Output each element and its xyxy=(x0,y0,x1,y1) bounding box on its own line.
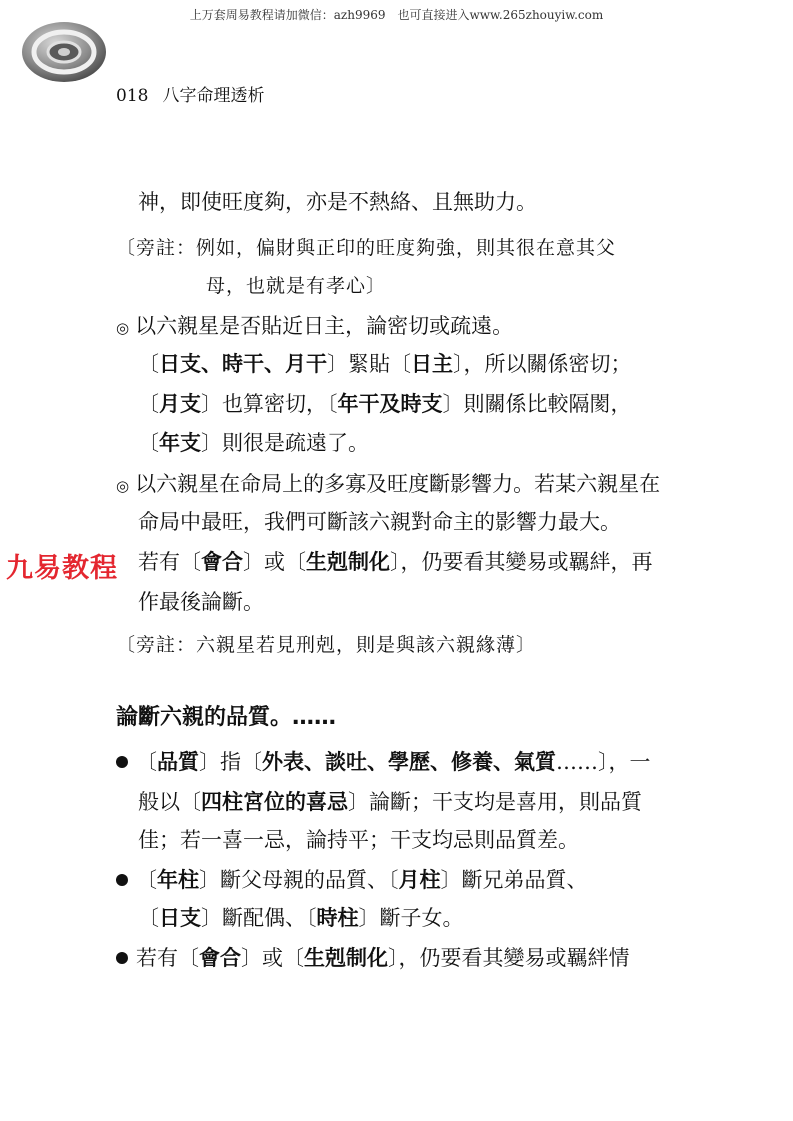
bullet-item xyxy=(116,748,651,776)
book-logo-icon xyxy=(18,16,110,86)
text: 〕或〔 xyxy=(241,946,304,970)
bullet-item xyxy=(116,944,630,972)
circle-mark-icon: ◎ xyxy=(116,477,130,495)
bracket: 〔 xyxy=(138,431,159,455)
bracket: 〔 xyxy=(136,868,157,892)
text: 〕緊貼〔 xyxy=(327,352,411,376)
paragraph xyxy=(116,470,660,500)
term-bold: 月柱 xyxy=(398,868,441,892)
text-line xyxy=(138,350,632,378)
term-bold: 會合 xyxy=(199,946,241,970)
text-line xyxy=(138,390,632,418)
term-bold: 日支、時干、月干 xyxy=(159,352,327,376)
term-bold: 月支 xyxy=(159,392,201,416)
text-line: 命局中最旺，我們可斷該六親對命主的影響力最大。 xyxy=(138,510,621,534)
text: 〕則很是疏遠了。 xyxy=(201,431,369,455)
term-bold: 外表、談吐、學歷、修養、氣質 xyxy=(262,750,556,774)
text: 〕斷父母親的品質、〔 xyxy=(199,868,399,892)
text-line xyxy=(138,429,369,457)
term-bold: 年支 xyxy=(159,431,201,455)
term-bold: 生剋制化 xyxy=(304,946,388,970)
paragraph xyxy=(116,312,513,342)
term-bold: 時柱 xyxy=(316,906,359,930)
text: 〕也算密切，〔 xyxy=(201,392,338,416)
bracket: 〔 xyxy=(138,392,159,416)
section-heading: 論斷六親的品質。…… xyxy=(116,705,337,730)
text-line: 神，即使旺度夠，亦是不熱絡、且無助力。 xyxy=(138,190,537,214)
term-bold: 日支 xyxy=(159,906,201,930)
text: 〕斷兄弟品質、 xyxy=(440,868,588,892)
text: 般以〔 xyxy=(138,790,201,814)
text: 〕，仍要看其變易或羈絆情 xyxy=(388,946,630,970)
text: 〕，所以關係密切； xyxy=(453,352,632,376)
text: 〕斷配偶、〔 xyxy=(201,906,317,930)
website-note: 上万套周易教程请加微信：azh9969 也可直接进入www.265zhouyiw.com xyxy=(189,8,604,22)
page-number: 018 xyxy=(116,86,149,106)
bullet-icon xyxy=(116,756,128,768)
bullet-icon xyxy=(116,874,128,886)
term-bold: 日主 xyxy=(411,352,453,376)
text: 〕或〔 xyxy=(243,550,306,574)
paragraph-text: 以六親星是否貼近日主，論密切或疏遠。 xyxy=(135,314,514,338)
bracket: 〔 xyxy=(138,906,159,930)
text: 〕則關係比較隔閡， xyxy=(442,392,632,416)
text-line xyxy=(138,788,642,816)
text-line: 作最後論斷。 xyxy=(138,590,264,614)
side-note: 母，也就是有孝心〕 xyxy=(206,275,387,297)
bracket: 〔 xyxy=(138,352,159,376)
text-line xyxy=(138,548,653,576)
bullet-item xyxy=(116,866,588,894)
book-title: 八字命理透析 xyxy=(162,86,265,106)
term-bold: 生剋制化 xyxy=(306,550,390,574)
term-bold: 四柱宮位的喜忌 xyxy=(201,790,348,814)
term-bold: 品質 xyxy=(157,750,199,774)
text: 若有〔 xyxy=(138,550,201,574)
bracket: 〔 xyxy=(136,750,157,774)
watermark-stamp: 九易教程 xyxy=(6,553,118,584)
text: 〕指〔 xyxy=(199,750,262,774)
text: ……〕，一 xyxy=(556,750,651,774)
text: 〕論斷；干支均是喜用，則品質 xyxy=(348,790,642,814)
term-bold: 年干及時支 xyxy=(337,392,443,416)
text-line: 佳；若一喜一忌，論持平；干支均忌則品質差。 xyxy=(138,828,579,852)
text-line xyxy=(138,904,464,932)
bullet-icon xyxy=(116,952,128,964)
paragraph-text: 以六親星在命局上的多寡及旺度斷影響力。若某六親星在 xyxy=(135,472,661,496)
term-bold: 年柱 xyxy=(157,868,199,892)
term-bold: 會合 xyxy=(201,550,243,574)
text: 〕斷子女。 xyxy=(358,906,464,930)
side-note: 〔旁註：六親星若見刑剋，則是與該六親緣薄〕 xyxy=(116,634,537,656)
text: 〕，仍要看其變易或羈絆，再 xyxy=(390,550,653,574)
side-note: 〔旁註：例如，偏財與正印的旺度夠強，則其很在意其父 xyxy=(116,237,617,259)
text: 若有〔 xyxy=(136,946,199,970)
running-header xyxy=(116,81,264,106)
circle-mark-icon: ◎ xyxy=(116,319,130,337)
